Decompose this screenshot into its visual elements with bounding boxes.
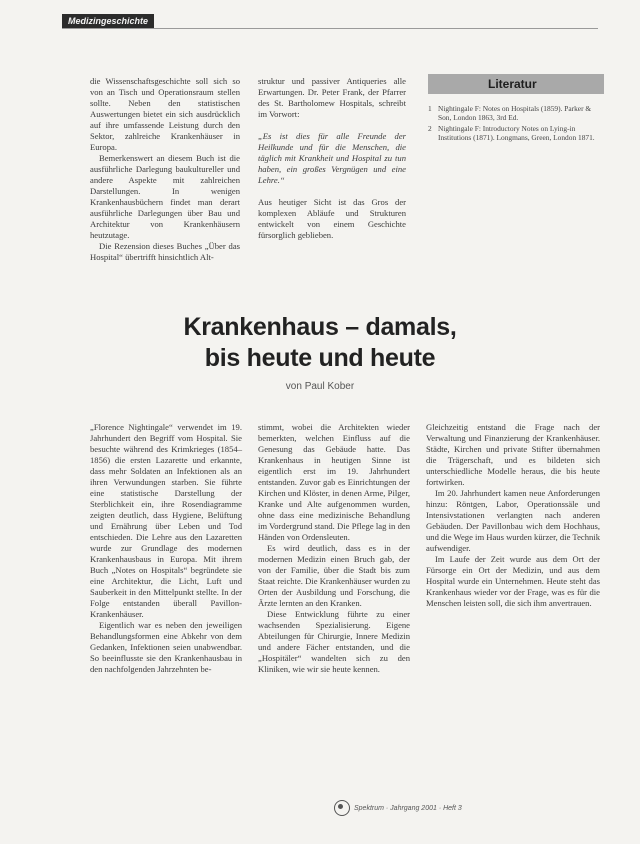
literature-header: Literatur xyxy=(428,74,604,94)
literature-item xyxy=(428,104,604,122)
literature-item-number: 1 xyxy=(428,104,432,113)
article-title-line-1: Krankenhaus – damals, xyxy=(183,313,457,341)
body-col1-paragraph: Eigentlich war es neben den jeweiligen Behandlungsformen eine Abkehr von dem Gedanken, Infektionen seien unabwendbar. So beeinflusste sie den Krankenhausbau in den nachfolgenden Jahrzehnten be- xyxy=(90,620,242,674)
footer-text: Spektrum · Jahrgang 2001 · Heft 3 xyxy=(354,804,462,812)
literature-item-number: 2 xyxy=(428,124,432,133)
top-column-2 xyxy=(258,76,406,241)
top-col2-paragraph: Aus heutiger Sicht ist das Gros der komplexen Abläufe und Strukturen entwickelt von einem Geschichte fürsorglich geblieben. xyxy=(258,197,406,240)
journal-logo-icon xyxy=(334,800,350,816)
body-col2-paragraph: Es wird deutlich, dass es in der modernen Medizin einen Bruch gab, der von der Familie, über die Stadt bis zum Staat reichte. Die Krankenhäuser wurden zu Orten der Ausbildung und Forschung, die Ärzte lernten an den Kranken. xyxy=(258,543,410,608)
body-col2-paragraph: stimmt, wobei die Architekten wieder bemerkten, welchen Einfluss auf die Genesung das Gebäude hatte. Das Krankenhaus in heutigen Sinne ist eigentlich erst im 19. Jahrhundert entstanden. Zuvor gab es Einrichtungen der Kirchen und Klöster, in denen Arme, Pilger, Kranke und Alte aufgenommen wurden, ohne dass eine medizinische Behandlung im Vordergrund stand. Die Pflege lag in den Händen von Ordensleuten. xyxy=(258,422,410,542)
body-col3-paragraph: Im Laufe der Zeit wurde aus dem Ort der Fürsorge ein Ort der Medizin, und aus dem Hospital wurde ein Unternehmen. Heute steht das Krankenhaus wieder vor der Frage, was es für die Menschen leisten soll, die sich ihm anvertrauen. xyxy=(426,554,600,608)
literature-list xyxy=(428,104,604,142)
body-col3-paragraph: Im 20. Jahrhundert kamen neue Anforderungen hinzu: Röntgen, Labor, Operationssäle und Intensivstationen verlangten nach anderen Gebäuden. Der Pavillonbau wich dem Hochhaus, und die Wege im Haus wurden kürzer, die Technik aufwendiger. xyxy=(426,488,600,553)
body-column-1 xyxy=(90,422,242,675)
article-title-line-2: bis heute und heute xyxy=(204,344,436,372)
rubric-divider xyxy=(62,28,598,29)
page-footer xyxy=(334,800,462,816)
top-column-1 xyxy=(90,76,240,263)
top-col2-quote: „Es ist dies für alle Freunde der Heilkunde und für die Menschen, die täglich mit Krankheit und Hospital zu tun haben, ein großes Vergnügen und eine Lehre.“ xyxy=(258,131,406,185)
body-column-2 xyxy=(258,422,410,675)
body-col3-paragraph: Gleichzeitig entstand die Frage nach der Verwaltung und Finanzierung der Krankenhäuser. Städte, Kirchen und private Stifter übernahmen die Trägerschaft, und es bildeten sich unterschiedliche Modelle heraus, die bis heute fortwirken. xyxy=(426,422,600,487)
top-col1-paragraph: die Wissenschaftsgeschichte soll sich so von an Tisch und Operationsraum stellen sollte. Neben den statistischen Auswertungen bietet ein sich ausdrücklich auf ihre umfassende Leistung durch den Sektor, zahlreiche Krankenhäuser in Europa. xyxy=(90,76,240,152)
top-col2-paragraph: struktur und passiver Antiqueries alle Erwartungen. Dr. Peter Frank, der Pfarrer des St. Bartholomew Hospitals, schreibt im Vorwort: xyxy=(258,76,406,119)
literature-box xyxy=(428,74,604,144)
article-byline: von Paul Kober xyxy=(285,381,355,392)
literature-item-text: Nightingale F: Notes on Hospitals (1859). Parker & Son, London 1863, 3rd Ed. xyxy=(438,104,592,122)
literature-item-text: Nightingale F: Introductory Notes on Lying-in Institutions (1871). Longmans, Green, London 1871. xyxy=(438,124,595,142)
literature-item xyxy=(428,124,604,142)
body-column-3 xyxy=(426,422,600,609)
body-col1-paragraph: „Florence Nightingale“ verwendet im 19. Jahrhundert den Begriff vom Hospital. Sie besuchte während des Krimkrieges (1854–1856) die ersten Lazarette und erkannte, dass mehr Soldaten an Infektionen als an ihren Verwundungen starben. Sie führte eine statistische Darstellung der Sterblichkeit ein, ihre Rosendiagramme zeigten deutlich, dass Hygiene, Belüftung und Ernährung über Leben und Tod entschieden. Die Lehre aus den Lazaretten wurde zur Grundlage des modernen Krankenhausbaus in Europa. Mit ihrem Buch „Notes on Hospitals“ begründete sie eine Architektur, die Licht, Luft und Sauberkeit in den Mittelpunkt stellte. In der Folge entstanden überall Pavillon-Krankenhäuser. xyxy=(90,422,242,619)
section-rubric: Medizingeschichte xyxy=(62,14,154,29)
body-col2-paragraph: Diese Entwicklung führte zu einer wachsenden Spezialisierung. Eigene Abteilungen für Chirurgie, Innere Medizin und andere Fächer entstanden, und die „Hospitäler“ wandelten sich zu den Kliniken, wie wir sie heute kennen. xyxy=(258,609,410,674)
top-col1-paragraph: Die Rezension dieses Buches „Über das Hospital“ übertrifft hinsichtlich Alt- xyxy=(90,241,240,262)
top-col1-paragraph: Bemerkenswert an diesem Buch ist die ausführliche Darlegung baukultureller und andere Aspekte mit zahlreichen Darstellungen. In wenigen Krankenhausbüchern findet man derart ausführliche Darlegungen über Bau und Architektur von Krankenhäusern heutzutage. xyxy=(90,153,240,240)
